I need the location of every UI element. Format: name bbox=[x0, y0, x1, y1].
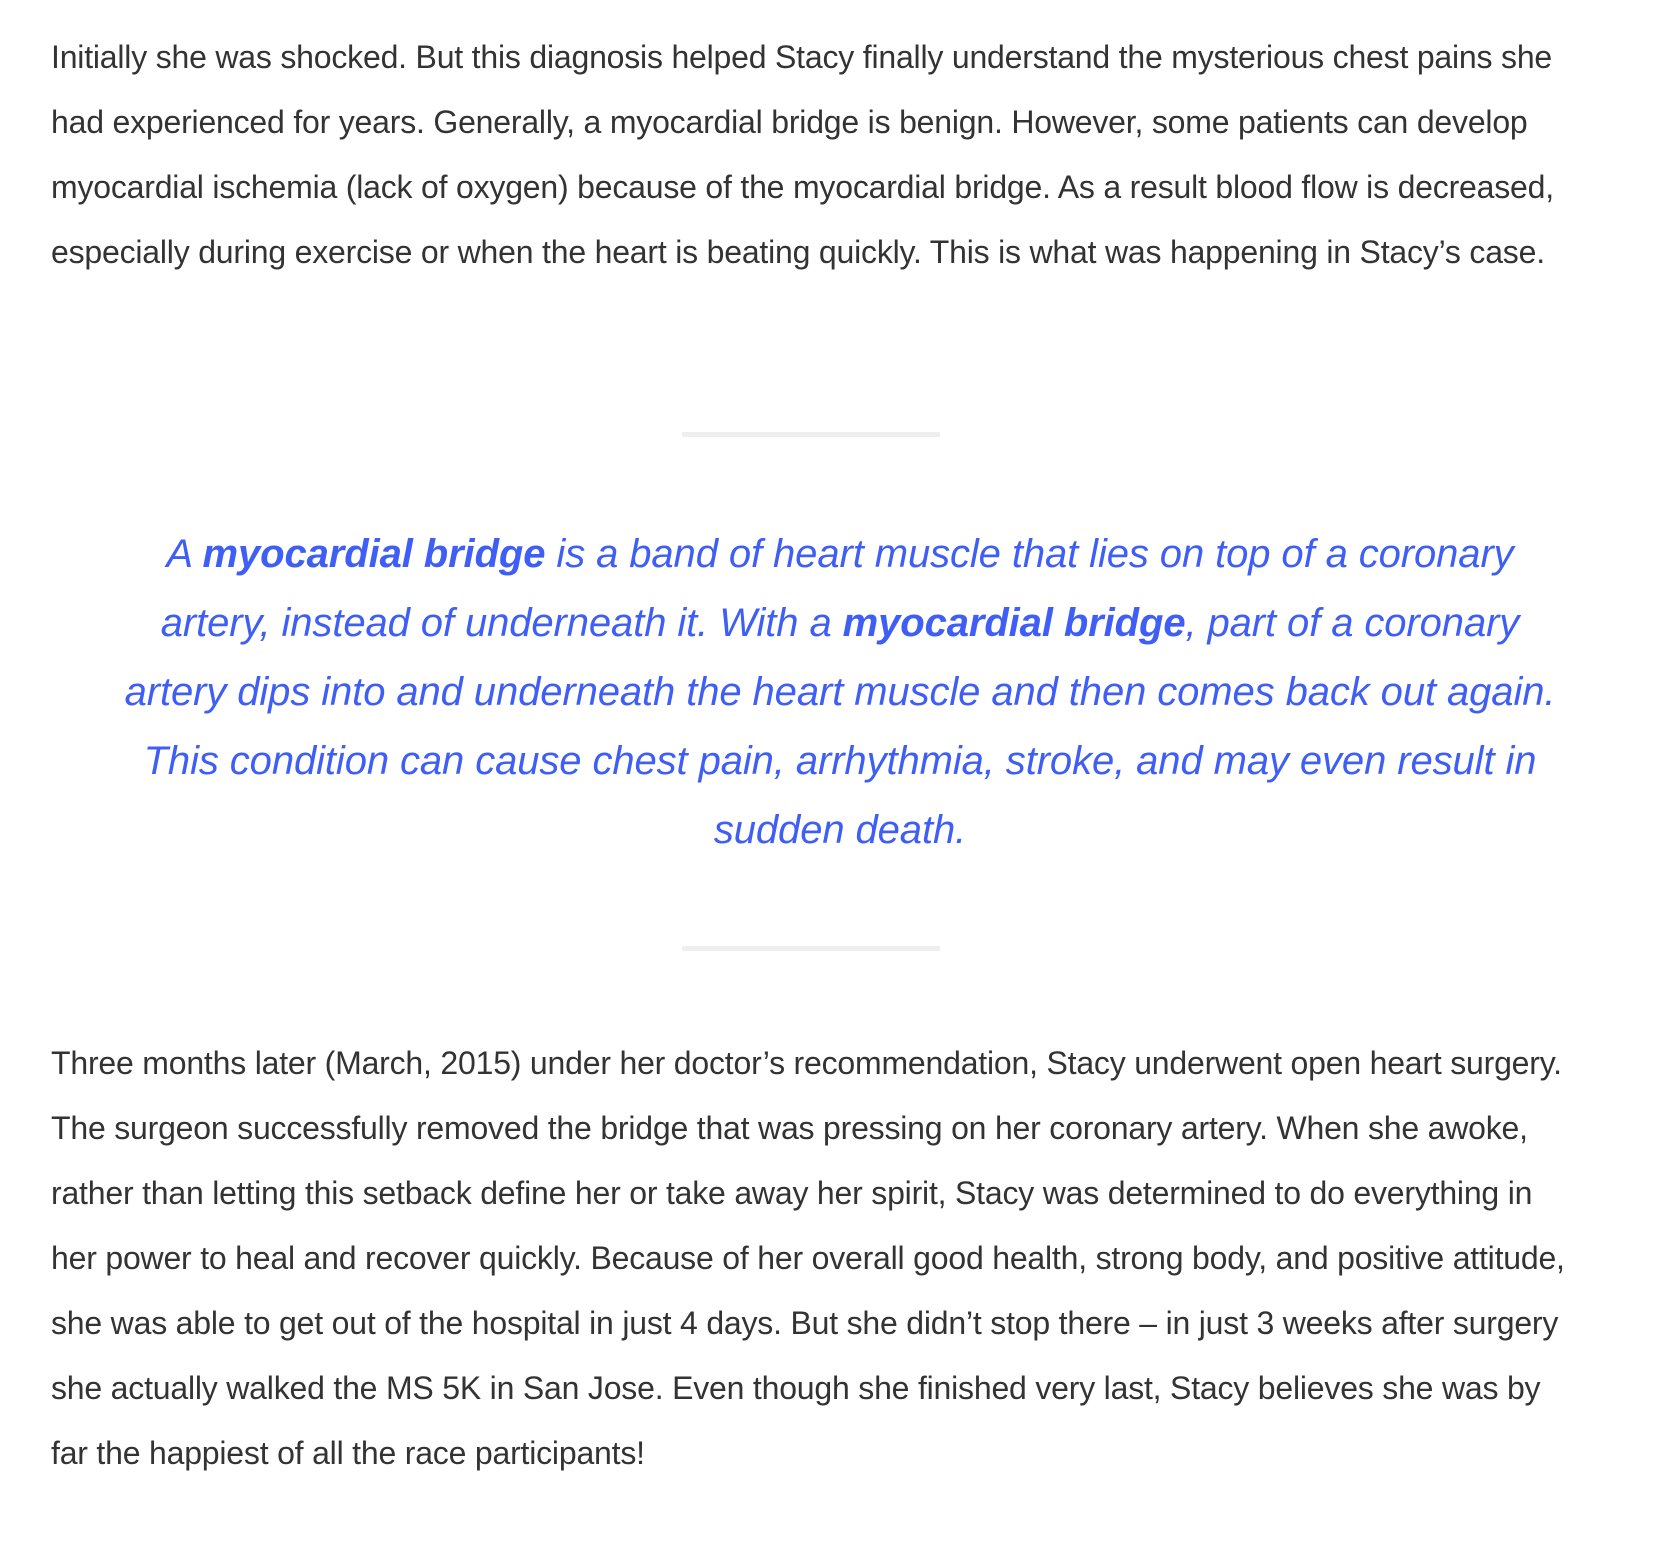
pullquote-text: , part of a coronary artery dips into and underneath the heart muscle and then comes back out again. This condition can cause chest pain, arrhythmia, stroke, and may even result in sudden death. bbox=[124, 601, 1556, 852]
pullquote-text: A bbox=[166, 532, 203, 576]
pullquote-text: is a band of heart muscle that lies on top of a coronary artery, instead of underneath it. With a bbox=[160, 532, 1514, 645]
paragraph-surgery: Three months later (March, 2015) under her doctor’s recommendation, Stacy underwent open heart surgery. The surgeon successfully removed the bridge that was pressing on her coronary artery. When she awoke, rather than letting this setback define her or take away her spirit, Stacy was determined to do everything in her power to heal and recover quickly. Because of her overall good health, strong body, and positive attitude, she was able to get out of the hospital in just 4 days. But she didn’t stop there – in just 3 weeks after surgery she actually walked the MS 5K in San Jose. Even though she finished very last, Stacy believes she was by far the happiest of all the race participants! bbox=[51, 1045, 1565, 1471]
pullquote-divider-top bbox=[682, 432, 940, 437]
pullquote-term: myocardial bridge bbox=[842, 601, 1186, 645]
pullquote bbox=[110, 520, 1570, 865]
pullquote-divider-bottom bbox=[682, 946, 940, 951]
pullquote-term: myocardial bridge bbox=[202, 532, 546, 576]
paragraph-diagnosis: Initially she was shocked. But this diagnosis helped Stacy finally understand the mysterious chest pains she had experienced for years. Generally, a myocardial bridge is benign. However, some patients can develop myocardial ischemia (lack of oxygen) because of the myocardial bridge. As a result blood flow is decreased, especially during exercise or when the heart is beating quickly. This is what was happening in Stacy’s case. bbox=[51, 39, 1554, 270]
